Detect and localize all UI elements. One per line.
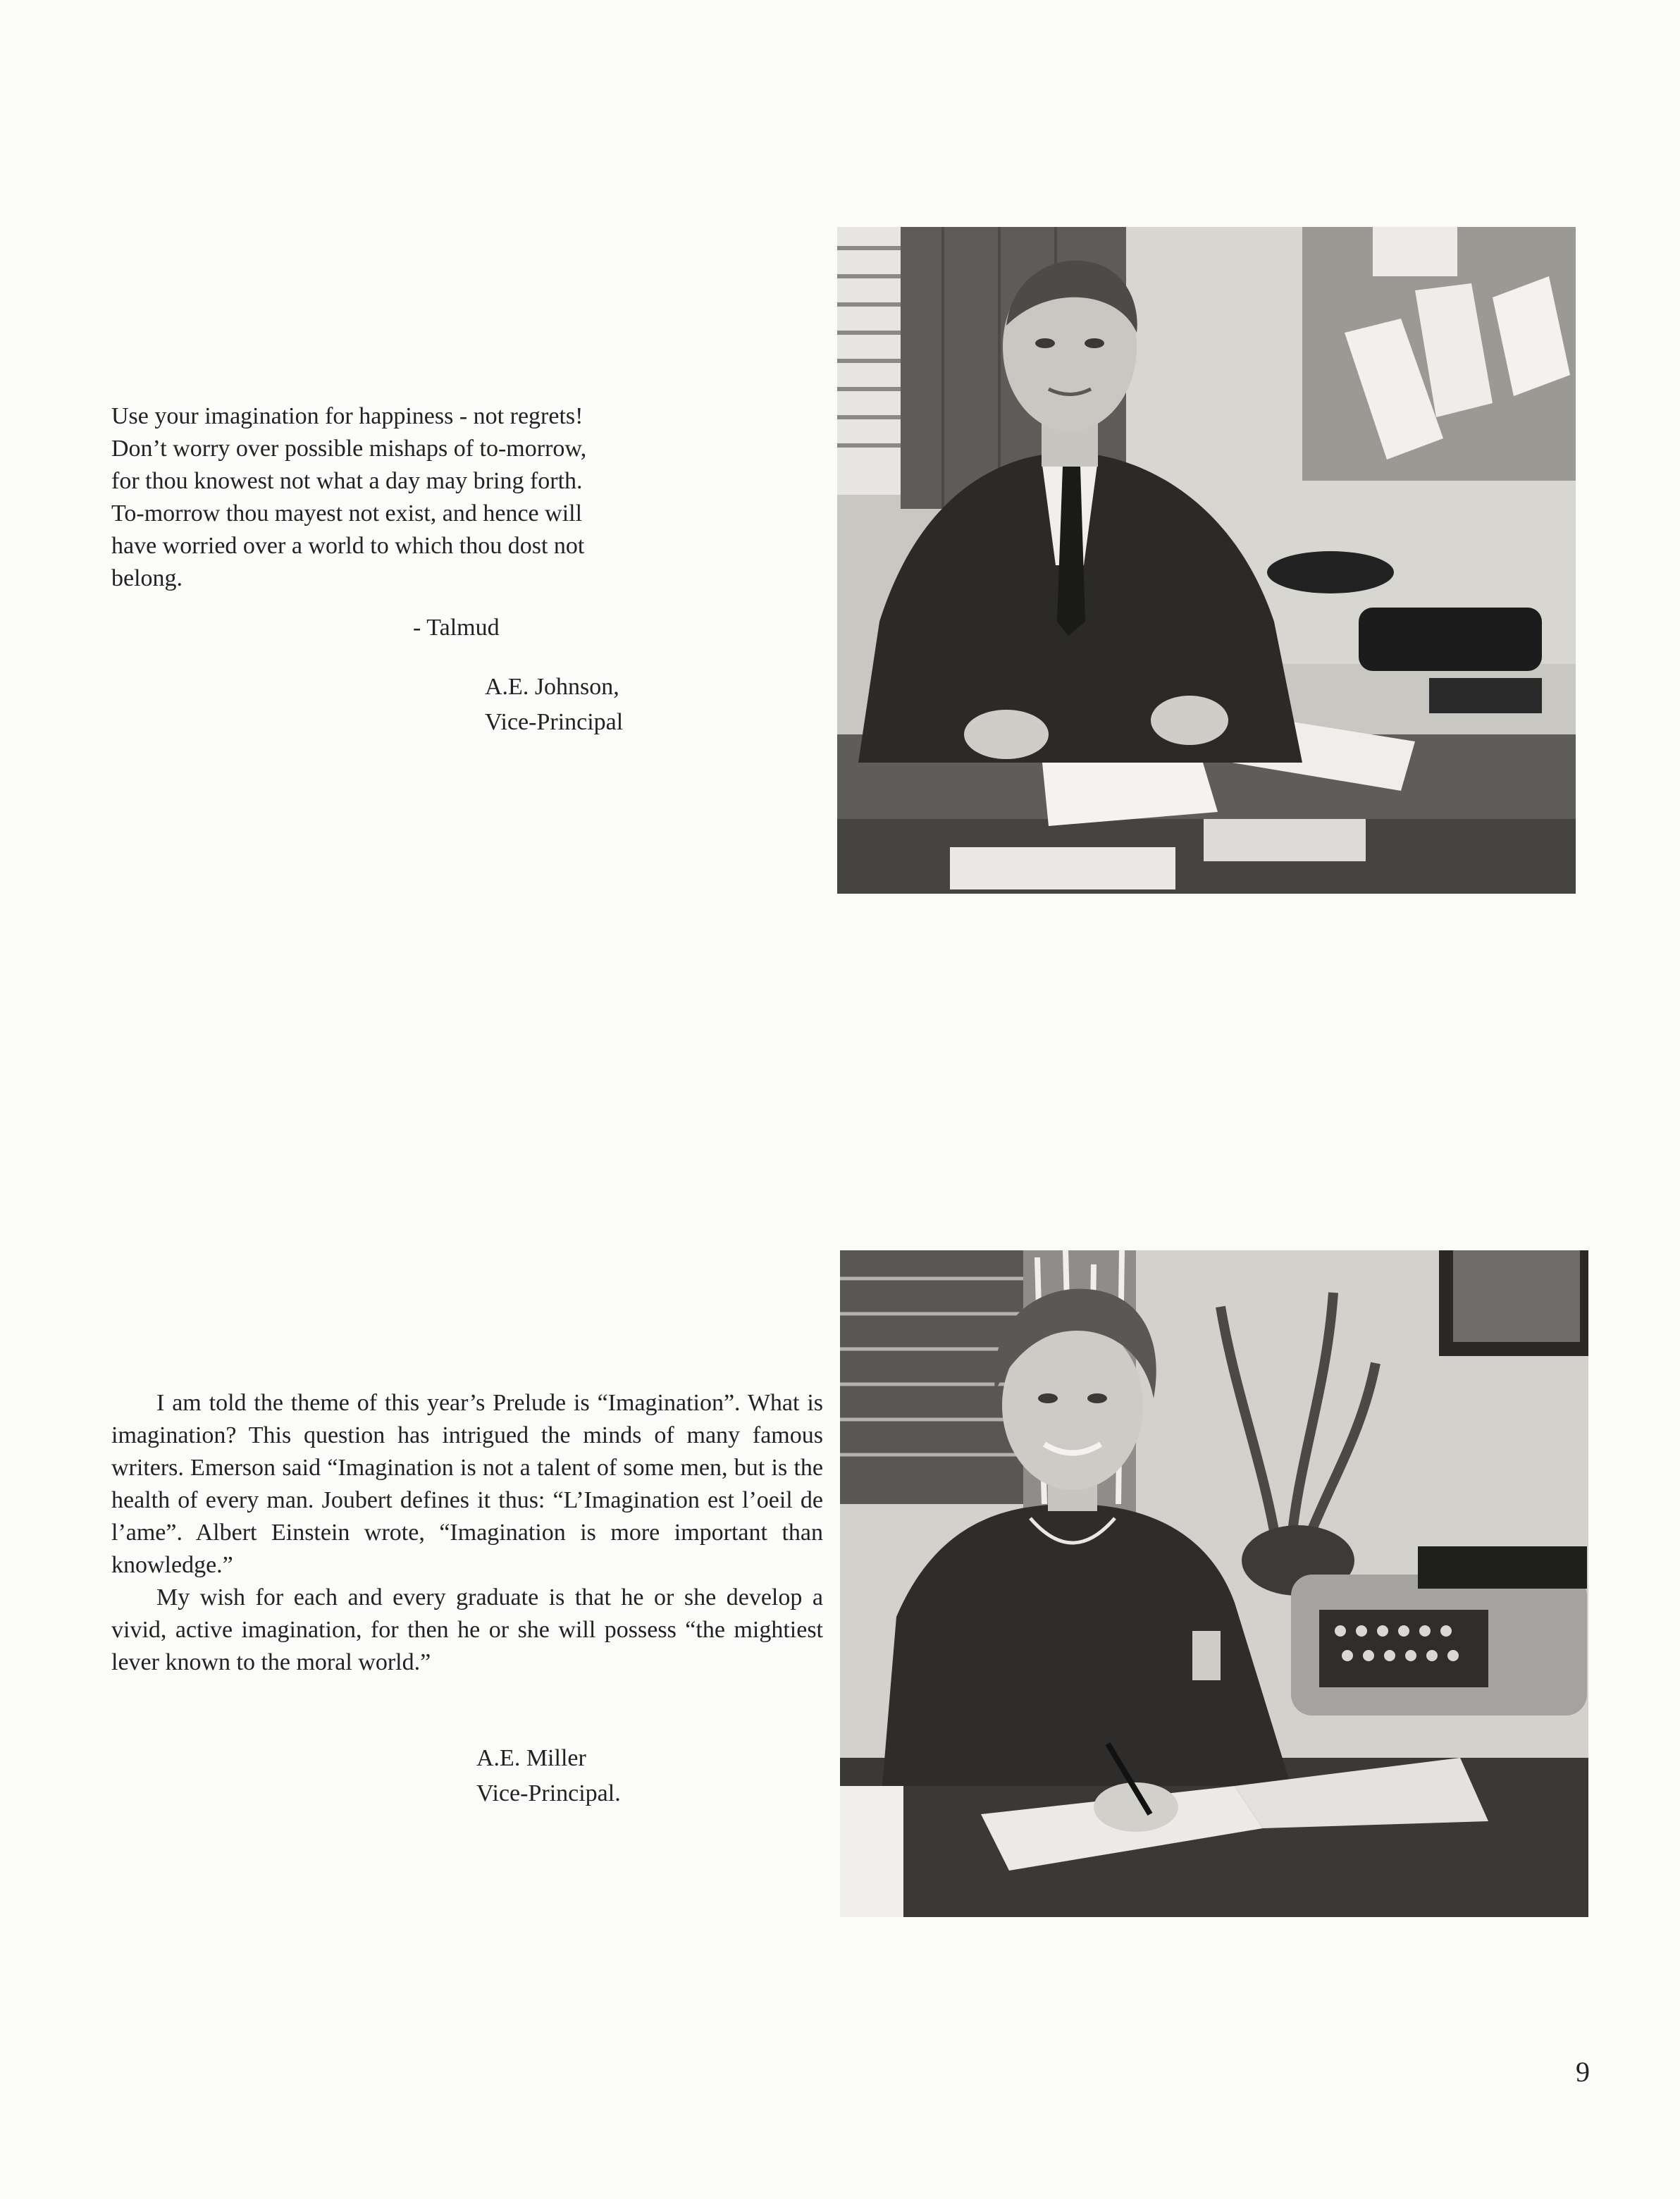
signature-title: Vice-Principal: [485, 709, 624, 735]
quote-source: - Talmud: [413, 615, 500, 641]
quote-line: To-morrow thou mayest not exist, and hence will: [111, 500, 583, 526]
quote-line: belong.: [111, 565, 183, 591]
quote-line: have worried over a world to which thou dost not: [111, 533, 585, 559]
quote-line: for thou knowest not what a day may bring forth.: [111, 468, 583, 494]
photo-vice-principal-johnson: [837, 227, 1576, 894]
miller-message: [111, 1387, 823, 1679]
signature-miller: [476, 1741, 621, 1811]
talmud-quote: [111, 400, 703, 641]
page-number: 9: [1576, 2056, 1590, 2088]
photo-vice-principal-miller: [840, 1250, 1588, 1917]
signature-title: Vice-Principal.: [476, 1780, 621, 1806]
quote-line: Use your imagination for happiness - not regrets!: [111, 403, 583, 429]
message-paragraph-2: My wish for each and every graduate is that he or she develop a vivid, active imagination, for then he or she will possess “the mightiest lever known to the moral world.”: [111, 1584, 823, 1675]
signature-name: A.E. Miller: [476, 1745, 586, 1771]
signature-name: A.E. Johnson,: [485, 674, 619, 700]
quote-line: Don’t worry over possible mishaps of to-morrow,: [111, 436, 587, 462]
signature-johnson: [485, 670, 623, 740]
message-paragraph-1: I am told the theme of this year’s Prelude is “Imagination”. What is imagination? This question has intrigued the minds of many famous writers. Emerson said “Imagination is not a talent of some men, but is the health of every man. Joubert defines it thus: “L’Imagination est l’oeil de l’ame”. Albert Einstein wrote, “Imagination is more important than knowledge.”: [111, 1390, 823, 1578]
